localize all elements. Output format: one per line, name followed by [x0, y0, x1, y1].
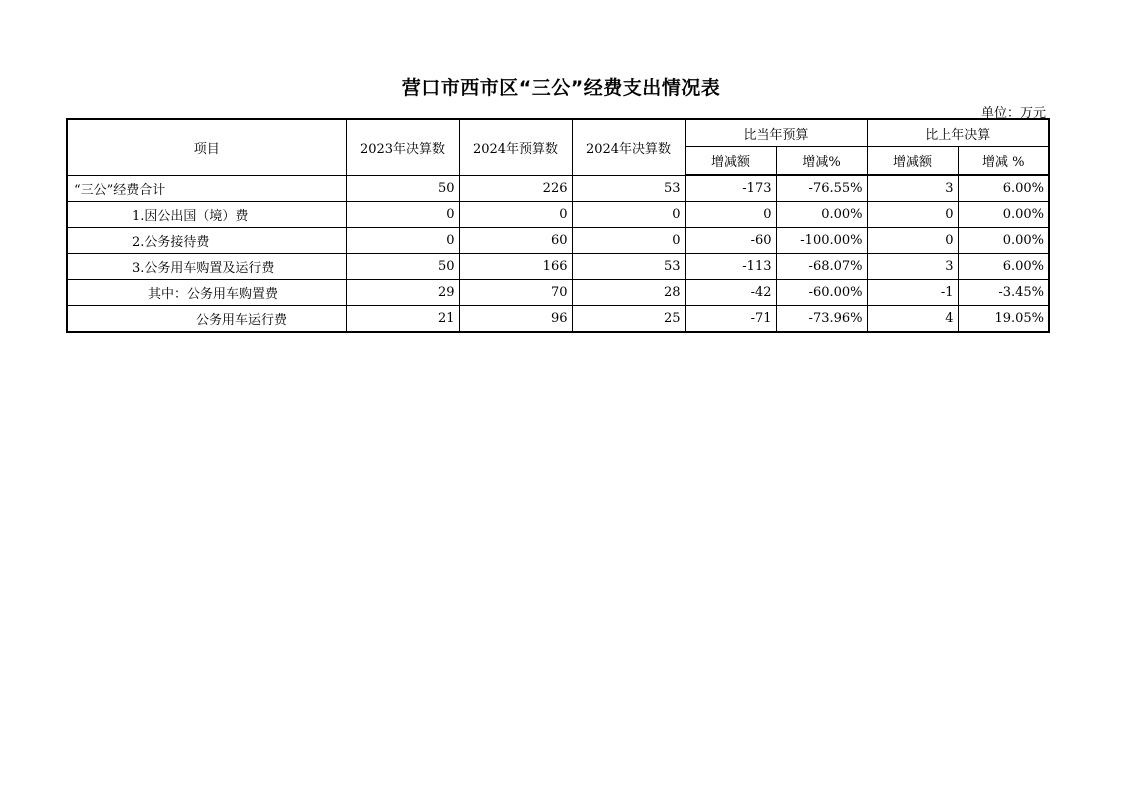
- header-item: 项目: [67, 119, 346, 175]
- table-row: [67, 228, 1049, 254]
- cell-final-2024: 53: [572, 175, 685, 202]
- row-label: 3.公务用车购置及运行费: [67, 254, 346, 280]
- cell-budget-2024: 70: [459, 280, 572, 306]
- cell-vs-last-year-pct: 0.00%: [958, 228, 1049, 254]
- cell-budget-2024: 166: [459, 254, 572, 280]
- cell-vs-last-year-pct: 6.00%: [958, 175, 1049, 202]
- cell-vs-last-year-pct: 6.00%: [958, 254, 1049, 280]
- cell-final-2023: 0: [346, 202, 459, 228]
- cell-vs-budget-amount: -173: [685, 175, 776, 202]
- cell-vs-last-year-pct: 19.05%: [958, 306, 1049, 333]
- table-row: [67, 175, 1049, 202]
- header-vs-last-year: 比上年决算: [867, 119, 1049, 147]
- header-row-1: [67, 119, 1049, 147]
- header-change-pct-last-year: 增减 %: [958, 147, 1049, 176]
- cell-final-2023: 50: [346, 175, 459, 202]
- header-change-pct-budget: 增减%: [776, 147, 867, 176]
- cell-vs-budget-amount: -42: [685, 280, 776, 306]
- unit-label: 单位：万元: [980, 106, 1046, 121]
- row-label: 2.公务接待费: [67, 228, 346, 254]
- cell-vs-budget-pct: -76.55%: [776, 175, 867, 202]
- cell-vs-budget-amount: -113: [685, 254, 776, 280]
- cell-final-2023: 21: [346, 306, 459, 333]
- cell-final-2024: 53: [572, 254, 685, 280]
- cell-vs-last-year-amount: 0: [867, 202, 958, 228]
- cell-vs-budget-pct: -73.96%: [776, 306, 867, 333]
- cell-budget-2024: 0: [459, 202, 572, 228]
- cell-final-2023: 50: [346, 254, 459, 280]
- cell-vs-budget-pct: -100.00%: [776, 228, 867, 254]
- cell-vs-budget-amount: -60: [685, 228, 776, 254]
- page-title: 营口市西市区“三公”经费支出情况表: [401, 77, 721, 99]
- expense-table: [66, 118, 1050, 333]
- cell-vs-budget-amount: -71: [685, 306, 776, 333]
- row-label: 公务用车运行费: [67, 306, 346, 333]
- cell-vs-last-year-pct: 0.00%: [958, 202, 1049, 228]
- cell-final-2024: 28: [572, 280, 685, 306]
- header-vs-budget: 比当年预算: [685, 119, 867, 147]
- table-row: [67, 306, 1049, 333]
- cell-vs-budget-pct: 0.00%: [776, 202, 867, 228]
- cell-final-2024: 0: [572, 202, 685, 228]
- header-change-amount-last-year: 增减额: [867, 147, 958, 176]
- cell-vs-last-year-amount: 3: [867, 175, 958, 202]
- cell-vs-last-year-pct: -3.45%: [958, 280, 1049, 306]
- cell-final-2023: 29: [346, 280, 459, 306]
- cell-budget-2024: 226: [459, 175, 572, 202]
- cell-final-2023: 0: [346, 228, 459, 254]
- table-row: [67, 254, 1049, 280]
- header-final-2023: 2023年决算数: [346, 119, 459, 175]
- table-row: [67, 280, 1049, 306]
- cell-budget-2024: 96: [459, 306, 572, 333]
- cell-vs-budget-amount: 0: [685, 202, 776, 228]
- row-label: 1.因公出国（境）费: [67, 202, 346, 228]
- cell-vs-last-year-amount: 0: [867, 228, 958, 254]
- header-budget-2024: 2024年预算数: [459, 119, 572, 175]
- header-final-2024: 2024年决算数: [572, 119, 685, 175]
- header-change-amount-budget: 增减额: [685, 147, 776, 176]
- cell-vs-last-year-amount: -1: [867, 280, 958, 306]
- row-label: 其中：公务用车购置费: [67, 280, 346, 306]
- cell-final-2024: 25: [572, 306, 685, 333]
- cell-vs-budget-pct: -60.00%: [776, 280, 867, 306]
- cell-vs-last-year-amount: 3: [867, 254, 958, 280]
- table-row: [67, 202, 1049, 228]
- cell-vs-last-year-amount: 4: [867, 306, 958, 333]
- cell-budget-2024: 60: [459, 228, 572, 254]
- row-label: “三公”经费合计: [67, 175, 346, 202]
- cell-final-2024: 0: [572, 228, 685, 254]
- cell-vs-budget-pct: -68.07%: [776, 254, 867, 280]
